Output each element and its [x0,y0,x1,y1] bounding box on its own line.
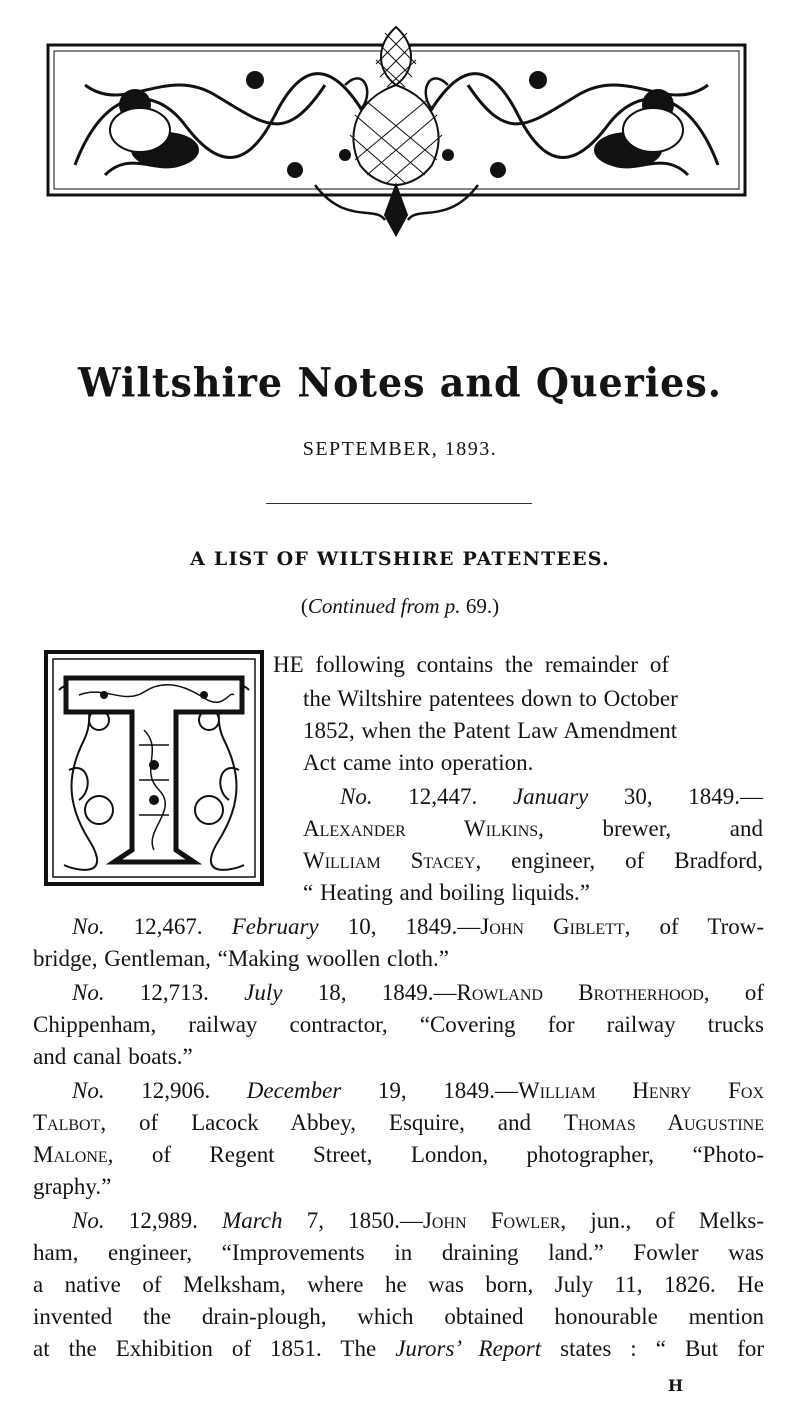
entry-no-label: No. [72,980,105,1005]
entry-date: 7, 1850.— [306,1208,423,1233]
entry-month: February [231,914,319,939]
patentee-name: Malone, [33,1142,114,1167]
patentee-name: Rowland Brotherhood, [456,980,710,1005]
patentee-name: Thomas Augustine [563,1110,764,1135]
intro-text-2: the Wiltshire patentees down to October [303,686,678,711]
entry-12906-line-2 [33,1140,764,1170]
entry-12447-line-2 [303,846,763,876]
entry-date: 19, 1849.— [377,1078,518,1103]
entry-12989-line-1 [33,1238,764,1268]
entry-text: at the Exhibition of 1851. The [33,1336,396,1361]
entry-12906-line-1 [33,1108,764,1138]
entry-number: 12,989. [128,1208,198,1233]
continued-note [0,594,800,619]
entry-month: January [512,784,589,809]
intro-text-1: HE following contains the remainder of [273,652,669,677]
entry-text: bridge, Gentleman, “Making woollen cloth.” [33,946,449,971]
entry-12447-line-3 [303,878,763,908]
intro-text-4: Act came into operation. [303,750,534,775]
entry-date: 10, 1849.— [347,914,481,939]
entry-text: brewer, and [543,816,763,841]
entry-no-label: No. [72,1078,105,1103]
dropcap-ornament [44,650,264,886]
entry-12713-head [72,978,764,1008]
entry-number: 12,906. [141,1078,211,1103]
continued-label: Continued from p. [307,594,461,618]
divider-rule [266,503,532,504]
issue-date: SEPTEMBER, 1893. [302,438,498,460]
jurors-report-title: Jurors’ Report [395,1336,542,1361]
entry-text: ham, engineer, “Improvements in draining land.” Fowler was [33,1240,764,1265]
entry-12713-line-1 [33,1010,764,1040]
entry-date: 18, 1849.— [317,980,457,1005]
patentee-name: William Henry Fox [517,1078,765,1103]
intro-line-4 [303,748,763,778]
patentee-name: John Giblett, [480,914,631,939]
entry-text: “ Heating and boiling liquids.” [303,880,590,905]
patentee-name: Talbot, [33,1110,107,1135]
entry-number: 12,467. [133,914,203,939]
entry-no-label: No. [72,1208,105,1233]
entry-text: of [709,980,765,1005]
intro-line-2 [303,684,763,714]
paren-open: ( [300,594,308,618]
patentee-name: John Fowler, [422,1208,567,1233]
article-heading: A LIST OF WILTSHIRE PATENTEES. [190,548,610,570]
entry-12989-line-2 [33,1270,764,1300]
entry-text: engineer, of Bradford, [481,848,763,873]
entry-no-label: No. [340,784,373,809]
intro-line-3 [303,716,763,746]
entry-text: and canal boats.” [33,1044,193,1069]
entry-12467-line-1 [33,944,763,974]
entry-12989-head [72,1206,764,1236]
patentee-name: William Stacey, [303,848,482,873]
continued-page: 69.) [465,594,500,618]
entry-text: jun., of Melks- [566,1208,765,1233]
entry-text: graphy.” [33,1174,112,1199]
entry-text: of Trow- [630,914,765,939]
intro-line-1 [273,650,763,680]
entry-12447-line-1 [303,814,763,844]
entry-text: of Regent Street, London, photographer, “Photo- [113,1142,764,1167]
entry-text: a native of Melksham, where he was born, July 11, 1826. He [33,1272,764,1297]
entry-date: 30, 1849.— [623,784,764,809]
entry-number: 12,447. [408,784,478,809]
entry-number: 12,713. [139,980,209,1005]
entry-12447-head [340,782,763,812]
entry-month: December [246,1078,342,1103]
intro-text-3: 1852, when the Patent Law Amendment [303,718,678,743]
entry-month: July [244,980,283,1005]
entry-text: of Lacock Abbey, Esquire, and [106,1110,564,1135]
entry-12906-line-3 [33,1172,763,1202]
entry-text: Chippenham, railway contractor, “Covering for railway trucks [33,1012,764,1037]
entry-12467-head [72,912,764,942]
signature-mark: H [668,1376,684,1395]
entry-12906-head [72,1076,764,1106]
entry-12989-line-3 [33,1302,764,1332]
journal-title: Wiltshire Notes and Queries. [78,358,722,407]
entry-no-label: No. [72,914,105,939]
header-ornament [45,25,748,240]
entry-12989-line-4 [33,1334,764,1364]
patentee-name: Alexander Wilkins, [303,816,544,841]
entry-month: March [222,1208,283,1233]
entry-12713-line-2 [33,1042,763,1072]
entry-text: invented the drain-plough, which obtained honourable mention [33,1304,764,1329]
entry-text: states : “ But for [541,1336,765,1361]
